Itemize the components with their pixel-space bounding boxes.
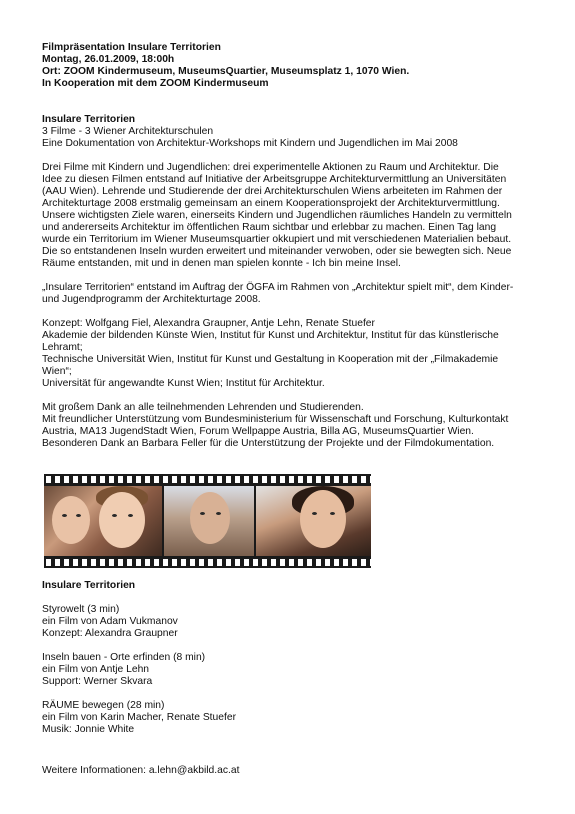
event-location: Ort: ZOOM Kindermuseum, MuseumsQuartier, Museumsplatz 1, 1070 Wien. [42, 66, 410, 77]
intro-title: Insulare Territorien [42, 114, 136, 125]
film-director: ein Film von Adam Vukmanov [42, 616, 178, 627]
body-line: Idee zu diesen Filmen entstand auf Initiative der Arbeitsgruppe Architekturvermittlung an Universitäten [42, 174, 507, 185]
body-line: Drei Filme mit Kindern und Jugendlichen: drei experimentelle Aktionen zu Raum und Architektur. Die [42, 162, 499, 173]
film-credit: Konzept: Alexandra Graupner [42, 628, 178, 639]
film-perforation-top [44, 474, 371, 485]
thanks-paragraph [42, 402, 538, 450]
body-line: Die so entstandenen Inseln wurden erweitert und miteinander verwoben, oder sie bewegten sich. Neue [42, 246, 512, 257]
film-list [42, 580, 538, 736]
concept-line: Konzept: Wolfgang Fiel, Alexandra Graupner, Antje Lehn, Renate Stuefer [42, 318, 375, 329]
event-title: Filmpräsentation Insulare Territorien [42, 42, 221, 53]
film-director: ein Film von Karin Macher, Renate Stuefer [42, 712, 237, 723]
concept-paragraph [42, 318, 538, 390]
film-frame-smiling-woman [256, 486, 371, 556]
thanks-line: Mit großem Dank an alle teilnehmenden Lehrenden und Studierenden. [42, 402, 364, 413]
intro-section [42, 114, 538, 450]
concept-line: Universität für angewandte Kunst Wien; Institut für Architektur. [42, 378, 325, 389]
film-item [42, 700, 538, 736]
body-line: Räume entstanden, mit und in denen man spielen konnte - Ich bin meine Insel. [42, 258, 401, 269]
thanks-line: Besonderen Dank an Barbara Feller für die Unterstützung der Projekte und der Filmdokumentation. [42, 438, 495, 449]
film-director: ein Film von Antje Lehn [42, 664, 150, 675]
intro-subtitle: 3 Filme - 3 Wiener Architekturschulen [42, 126, 214, 137]
film-title: RÄUME bewegen (28 min) [42, 700, 165, 711]
body-line: Architekturtage 2008 erstmalig gemeinsam an einem Kooperationsprojekt der Architekturvermittlung. [42, 198, 500, 209]
film-credit: Support: Werner Skvara [42, 676, 153, 687]
commission-paragraph [42, 282, 538, 306]
event-header [42, 42, 538, 90]
film-strip-image [44, 474, 371, 568]
concept-line: Wien“; [42, 366, 72, 377]
film-credit: Musik: Jonnie White [42, 724, 135, 735]
film-perforation-bottom [44, 557, 371, 568]
commission-line: und Jugendprogramm der Architekturtage 2008. [42, 294, 261, 305]
body-line: wurde ein Territorium im Wiener Museumsquartier okkupiert und mit verschiedenen Materialien bebaut. [42, 234, 512, 245]
concept-line: Akademie der bildenden Künste Wien, Institut für Kunst und Architektur, Institut für das künstlerische [42, 330, 499, 341]
event-date: Montag, 26.01.2009, 18:00h [42, 54, 175, 65]
thanks-line: Austria, MA13 JugendStadt Wien, Forum Wellpappe Austria, Billa AG, MuseumsQuartier Wien. [42, 426, 474, 437]
film-list-title: Insulare Territorien [42, 580, 136, 591]
film-item [42, 652, 538, 688]
film-frame-child-face-paint [164, 486, 254, 556]
thanks-line: Mit freundlicher Unterstützung vom Bundesministerium für Wissenschaft und Forschung, Kulturkontakt [42, 414, 509, 425]
film-title: Inseln bauen - Orte erfinden (8 min) [42, 652, 206, 663]
body-line: und andererseits Architektur im öffentlichen Raum sichtbar und erlebbar zu machen. Einen Tag lang [42, 222, 497, 233]
intro-description: Eine Dokumentation von Architektur-Workshops mit Kindern und Jugendlichen im Mai 2008 [42, 138, 458, 149]
commission-line: „Insulare Territorien“ entstand im Auftrag der ÖGFA im Rahmen von „Architektur spielt mit“, dem Kinder- [42, 282, 514, 293]
film-frame-two-children [44, 486, 162, 556]
body-line: (AAU Wien). Lehrende und Studierende der drei Architekturschulen Wiens arbeiteten im Rahmen der [42, 186, 503, 197]
body-line: Unsere wichtigsten Ziele waren, einerseits Kindern und Jugendlichen räumliches Handeln zu vermitteln [42, 210, 512, 221]
film-item [42, 604, 538, 640]
body-paragraph [42, 162, 538, 270]
footer-contact: Weitere Informationen: a.lehn@akbild.ac.at [42, 765, 240, 776]
event-cooperation: In Kooperation mit dem ZOOM Kindermuseum [42, 78, 269, 89]
concept-line: Lehramt; [42, 342, 83, 353]
concept-line: Technische Universität Wien, Institut für Kunst und Gestaltung in Kooperation mit der „Filmakademie [42, 354, 499, 365]
film-title: Styrowelt (3 min) [42, 604, 120, 615]
